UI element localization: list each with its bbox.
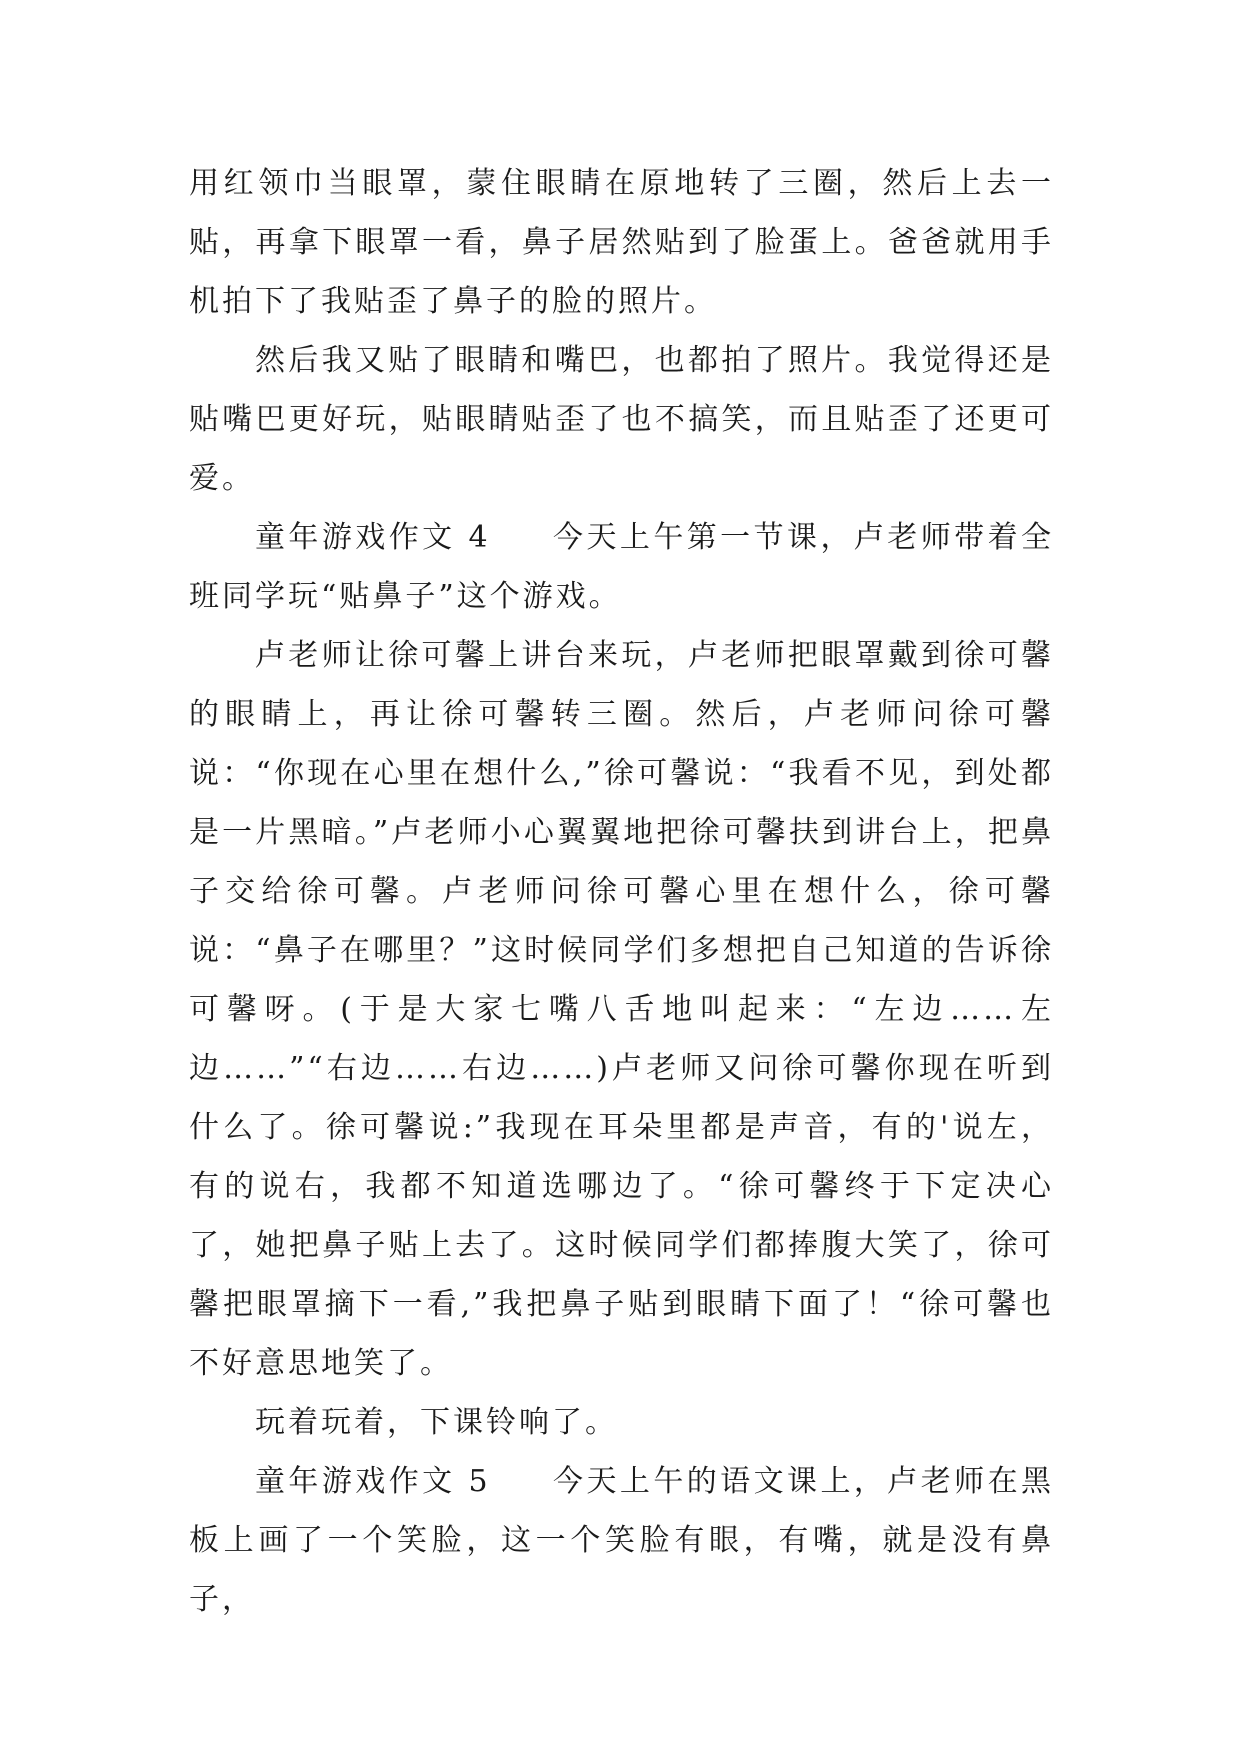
- paragraph-text: 然后我又贴了眼睛和嘴巴，也都拍了照片。我觉得还是贴嘴巴更好玩，贴眼睛贴歪了也不搞笑，而且贴歪了还更可爱。: [189, 343, 1054, 496]
- paragraph-text: 玩着玩着，下课铃响了。: [255, 1405, 618, 1440]
- essay-5-paragraph: [189, 1452, 1054, 1629]
- essay-4-heading: 童年游戏作文 4: [255, 520, 491, 555]
- essay-5-heading: 童年游戏作文 5: [255, 1464, 491, 1499]
- essay-4-paragraph: [189, 508, 1054, 626]
- paragraph-text: 今天上午的语文课上，卢老师在黑板上画了一个笑脸，这一个笑脸有眼，有嘴，就是没有鼻子，: [189, 1464, 1055, 1617]
- document-page: [189, 154, 1054, 1629]
- paragraph-text: 卢老师让徐可馨上讲台来玩，卢老师把眼罩戴到徐可馨的眼睛上，再让徐可馨转三圈。然后，卢老师问徐可馨说：“你现在心里在想什么,”徐可馨说：“我看不见，到处都是一片黑暗。”卢老师小心翼翼地把徐可馨扶到讲台上，把鼻子交给徐可馨。卢老师问徐可馨心里在想什么，徐可馨说：“鼻子在哪里？”这时候同学们多想把自己知道的告诉徐可馨呀。(于是大家七嘴八舌地叫起来：“左边……左边……”“右边……右边……)卢老师又问徐可馨你现在听到什么了。徐可馨说:”我现在耳朵里都是声音，有的'说左，有的说右，我都不知道选哪边了。“徐可馨终于下定决心了，她把鼻子贴上去了。这时候同学们都捧腹大笑了，徐可馨把眼罩摘下一看,”我把鼻子贴到眼睛下面了！“徐可馨也不好意思地笑了。: [189, 638, 1054, 1381]
- paragraph-4: [189, 626, 1054, 1393]
- paragraph-5: [189, 1393, 1054, 1452]
- paragraph-2: [189, 331, 1054, 508]
- paragraph-text: 用红领巾当眼罩，蒙住眼睛在原地转了三圈，然后上去一贴，再拿下眼罩一看，鼻子居然贴到了脸蛋上。爸爸就用手机拍下了我贴歪了鼻子的脸的照片。: [189, 166, 1054, 319]
- paragraph-text: 今天上午第一节课，卢老师带着全班同学玩“贴鼻子”这个游戏。: [189, 520, 1055, 614]
- paragraph-1: [189, 154, 1054, 331]
